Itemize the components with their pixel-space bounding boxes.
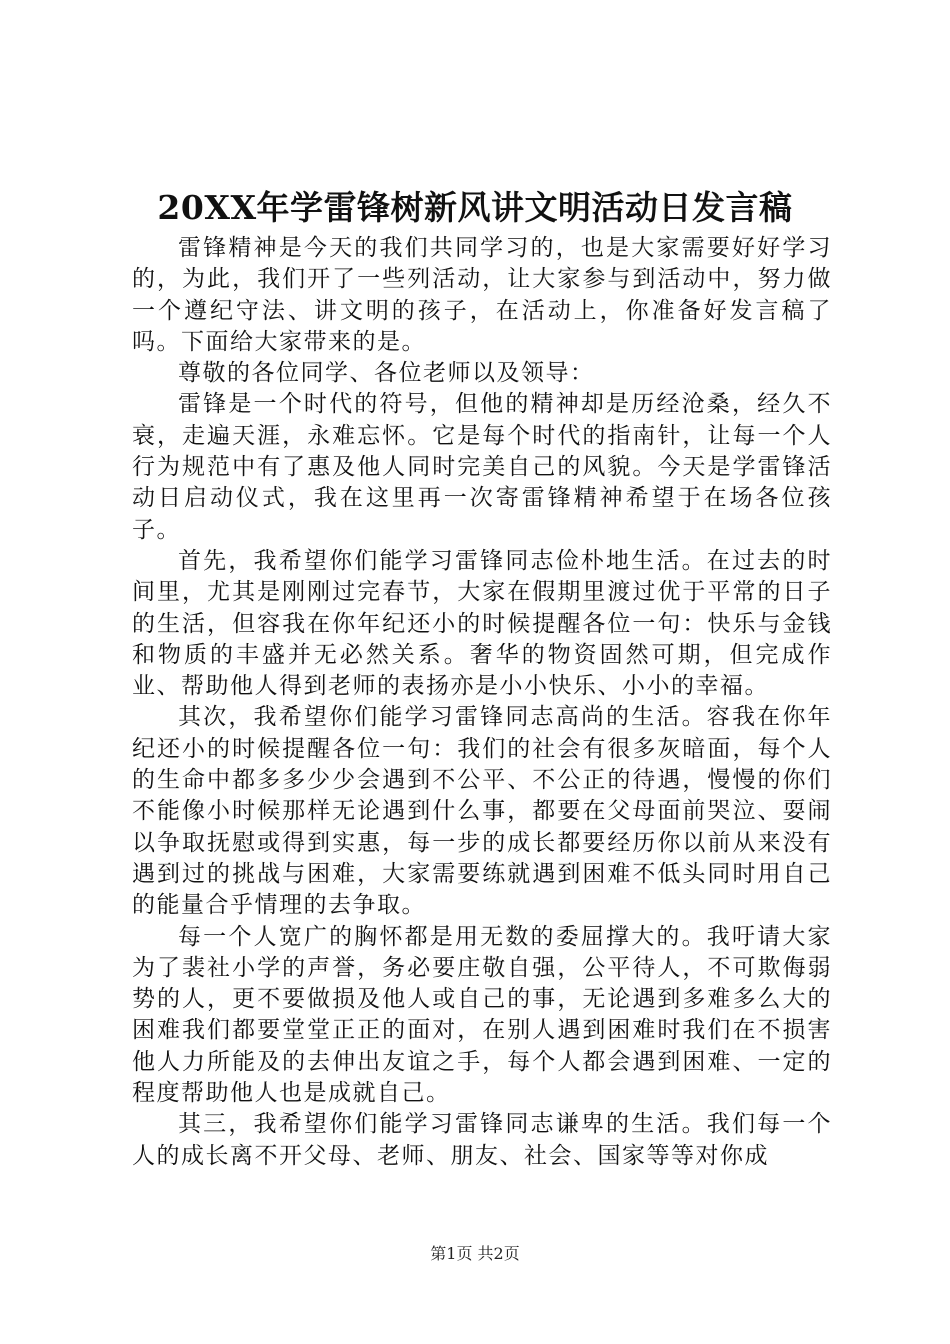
- paragraph-second: 其次，我希望你们能学习雷锋同志高尚的生活。容我在你年纪还小的时候提醒各位一句：我们的社会有很多灰暗面，每个人的生命中都多多少少会遇到不公平、不公正的待遇，慢慢的你们不能像小时候那样无论遇到什么事，都要在父母面前哭泣、耍闹以争取抚慰或得到实惠，每一步的成长都要经历你以前从来没有遇到过的挑战与困难，大家需要练就遇到困难不低头同时用自己的能量合乎情理的去争取。: [132, 704, 832, 919]
- paragraph-third: 其三，我希望你们能学习雷锋同志谦卑的生活。我们每一个人的成长离不开父母、老师、朋友、社会、国家等等对你成: [132, 1111, 832, 1169]
- paragraph-broad-mind: 每一个人宽广的胸怀都是用无数的委屈撑大的。我吁请大家为了裴社小学的声誉，务必要庄敬自强，公平待人，不可欺侮弱势的人，更不要做损及他人或自己的事，无论遇到多难多么大的困难我们都要堂堂正正的面对，在别人遇到困难时我们在不损害他人力所能及的去伸出友谊之手，每个人都会遇到困难、一定的程度帮助他人也是成就自己。: [132, 923, 832, 1107]
- paragraph-salutation: 尊敬的各位同学、各位老师以及领导：: [178, 360, 595, 387]
- page-number-footer: 第1页 共2页: [430, 1244, 520, 1263]
- paragraph-intro: 雷锋精神是今天的我们共同学习的，也是大家需要好好学习的，为此，我们开了一些列活动，让大家参与到活动中，努力做一个遵纪守法、讲文明的孩子，在活动上，你准备好发言稿了吗。下面给大家带来的是。: [132, 235, 832, 355]
- document-body: [132, 233, 832, 1172]
- paragraph-first: 首先，我希望你们能学习雷锋同志俭朴地生活。在过去的时间里，尤其是刚刚过完春节，大家在假期里渡过优于平常的日子的生活，但容我在你年纪还小的时候提醒各位一句：快乐与金钱和物质的丰盛并无必然关系。奢华的物资固然可期，但完成作业、帮助他人得到老师的表扬亦是小小快乐、小小的幸福。: [132, 547, 832, 700]
- paragraph-lei-feng-symbol: 雷锋是一个时代的符号，但他的精神却是历经沧桑，经久不衰，走遍天涯，永难忘怀。它是每个时代的指南针，让每一个人行为规范中有了惠及他人同时完美自己的风貌。今天是学雷锋活动日启动仪式，我在这里再一次寄雷锋精神希望于在场各位孩子。: [132, 391, 832, 543]
- document-title: 20XX年学雷锋树新风讲文明活动日发言稿: [157, 188, 793, 227]
